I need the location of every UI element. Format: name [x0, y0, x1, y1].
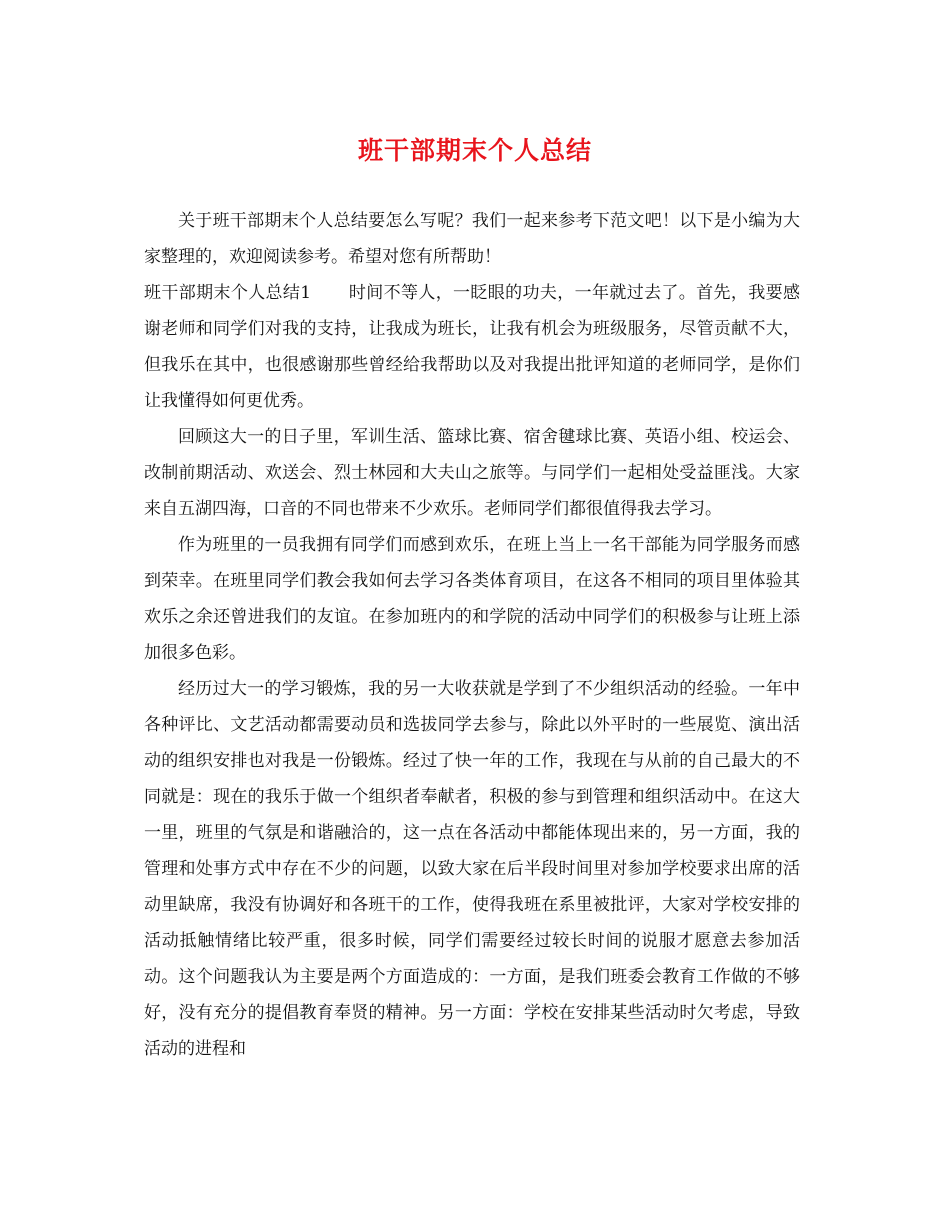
body-paragraph: 经历过大一的学习锻炼，我的另一大收获就是学到了不少组织活动的经验。一年中各种评比、文艺活动都需要动员和选拔同学去参与，除此以外平时的一些展览、演出活动的组织安排也对我是一份锻炼。经过了快一年的工作，我现在与从前的自己最大的不同就是：现在的我乐于做一个组织者奉献者，积极的参与到管理和组织活动中。在这大一里，班里的气氛是和谐融洽的，这一点在各活动中都能体现出来的，另一方面，我的管理和处事方式中存在不少的问题，以致大家在后半段时间里对参加学校要求出席的活动里缺席，我没有协调好和各班干的工作，使得我班在系里被批评，大家对学校安排的活动抵触情绪比较严重，很多时候，同学们需要经过较长时间的说服才愿意去参加活动。这个问题我认为主要是两个方面造成的：一方面，是我们班委会教育工作做的不够好，没有充分的提倡教育奉贤的精神。另一方面：学校在安排某些活动时欠考虑，导致活动的进程和 — [144, 679, 800, 1059]
body-paragraph: 作为班里的一员我拥有同学们而感到欢乐，在班上当上一名干部能为同学服务而感到荣幸。在班里同学们教会我如何去学习各类体育项目，在这各不相同的项目里体验其欢乐之余还曾进我们的友谊。在参加班内的和学院的活动中同学们的积极参与让班上添加很多色彩。 — [144, 535, 800, 663]
section-first-text: 时间不等人，一眨眼的功夫，一年就过去了。首先，我要感谢老师和同学们对我的支持，让我成为班长，让我有机会为班级服务，尽管贡献不大，但我乐在其中，也很感谢那些曾经给我帮助以及对我提出批评知道的老师同学，是你们让我懂得如何更优秀。 — [144, 283, 800, 411]
document-title: 班干部期末个人总结 — [357, 136, 592, 165]
section-paragraph — [144, 275, 800, 419]
intro-paragraph: 关于班干部期末个人总结要怎么写呢？我们一起来参考下范文吧！以下是小编为大家整理的，欢迎阅读参考。希望对您有所帮助！ — [144, 211, 800, 267]
section-heading: 班干部期末个人总结1 — [144, 283, 312, 303]
body-paragraph: 回顾这大一的日子里，军训生活、篮球比赛、宿舍毽球比赛、英语小组、校运会、改制前期活动、欢送会、烈士林园和大夫山之旅等。与同学们一起相处受益匪浅。大家来自五湖四海，口音的不同也带来不少欢乐。老师同学们都很值得我去学习。 — [144, 427, 800, 519]
document-body — [144, 203, 800, 1067]
